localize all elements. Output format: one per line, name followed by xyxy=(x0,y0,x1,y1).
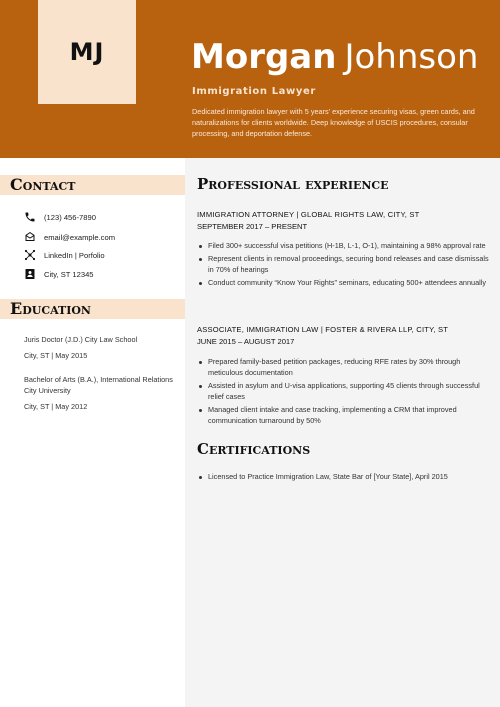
contact-heading: Contact xyxy=(10,175,76,194)
job-title-header: Immigration Lawyer xyxy=(192,86,316,97)
summary-text: Dedicated immigration lawyer with 5 years' experience securing visas, green cards, and naturalizations for clients worldwide. Deep knowledge of USCIS procedures, consular processing, and deportation defense. xyxy=(192,107,475,138)
envelope-icon xyxy=(23,231,36,243)
location-text: City, ST 12345 xyxy=(44,269,94,279)
job-dates: JUNE 2015 – AUGUST 2017 xyxy=(197,337,295,346)
links-text: LinkedIn | Porfolio xyxy=(44,250,105,260)
first-name: Morgan xyxy=(191,37,337,77)
job-title: ASSOCIATE, IMMIGRATION LAW | FOSTER & RIVERA LLP, CITY, ST xyxy=(197,325,449,334)
list-item: Managed client intake and case tracking, implementing a CRM that improved communication turnaround by 50% xyxy=(208,405,490,427)
job-bullets xyxy=(208,357,490,429)
education-meta: City, ST | May 2015 xyxy=(24,351,88,360)
list-item: Represent clients in removal proceedings, securing bond releases and case dismissals in 70% of hearings xyxy=(208,254,489,275)
network-icon xyxy=(23,249,36,261)
certifications-list xyxy=(208,472,490,485)
monogram-box xyxy=(38,0,136,104)
job-bullets xyxy=(208,241,490,292)
certifications-heading: Certifications xyxy=(197,440,311,458)
candidate-name xyxy=(191,37,479,77)
id-card-icon xyxy=(23,268,36,280)
education-heading: Education xyxy=(10,299,91,318)
contact-phone xyxy=(23,211,96,223)
phone-icon xyxy=(23,211,36,223)
list-item: Prepared family-based petition packages, reducing RFE rates by 30% through meticulous documentation xyxy=(208,357,490,379)
contact-email xyxy=(23,231,115,243)
monogram: MJ xyxy=(69,38,105,66)
education-degree: Juris Doctor (J.D.) City Law School xyxy=(24,335,138,344)
job-dates: SEPTEMBER 2017 – PRESENT xyxy=(197,222,308,231)
contact-location xyxy=(23,268,94,280)
experience-heading: Professional experience xyxy=(197,175,389,193)
list-item: Assisted in asylum and U-visa applications, supporting 45 clients through successful relief cases xyxy=(208,381,490,403)
contact-links xyxy=(23,249,105,261)
education-meta: City, ST | May 2012 xyxy=(24,402,88,411)
job-title: IMMIGRATION ATTORNEY | GLOBAL RIGHTS LAW, CITY, ST xyxy=(197,210,420,219)
education-item xyxy=(24,334,174,361)
last-name: Johnson xyxy=(344,37,479,77)
resume-header xyxy=(0,0,500,158)
phone-text: (123) 456-7890 xyxy=(44,212,96,222)
education-degree: Bachelor of Arts (B.A.), International Relations City University xyxy=(24,375,173,395)
list-item: Licensed to Practice Immigration Law, State Bar of [Your State], April 2015 xyxy=(208,472,490,483)
list-item: Filed 300+ successful visa petitions (H-1B, L-1, O-1), maintaining a 98% approval rate xyxy=(208,241,490,252)
email-text: email@example.com xyxy=(44,232,116,242)
education-item xyxy=(24,374,174,412)
list-item: Conduct community “Know Your Rights” seminars, educating 500+ attendees annually xyxy=(208,278,490,289)
